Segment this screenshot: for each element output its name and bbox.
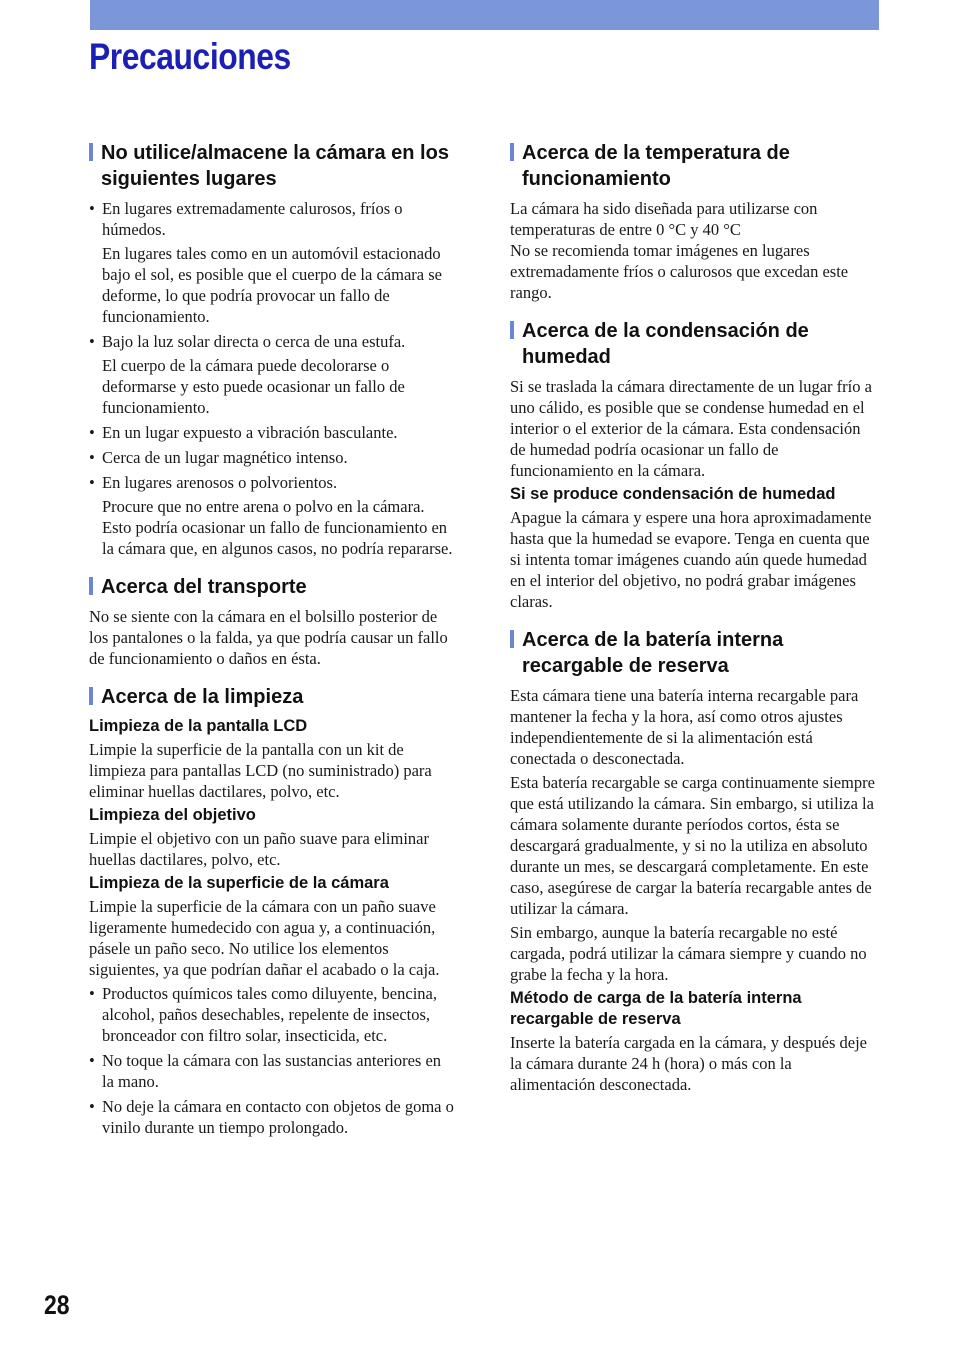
subheading: Método de carga de la batería interna recargable de reserva — [510, 989, 802, 1028]
bullet-marker: • — [89, 448, 95, 467]
section-backup-battery — [510, 627, 878, 1095]
section-text: Inserte la batería cargada en la cámara, y después deje la cámara durante 24 h (hora) o más con la alimentación desconectada. — [510, 1033, 867, 1094]
heading-bar-marker — [89, 577, 93, 595]
bullet-marker: • — [89, 332, 95, 351]
section-heading: Acerca de la batería interna recargable de reserva — [510, 627, 878, 679]
bullet-note: En lugares tales como en un automóvil estacionado bajo el sol, es posible que el cuerpo de la cámara se deforme, lo que podría provocar un fallo de funcionamiento. — [102, 244, 442, 326]
bullet-note: Procure que no entre arena o polvo en la cámara. Esto podría ocasionar un fallo de funcionamiento en la cámara que, en algunos casos, no podría repararse. — [102, 497, 453, 558]
section-heading: Acerca de la temperatura de funcionamiento — [510, 140, 878, 192]
section-text: Apague la cámara y espere una hora aproximadamente hasta que la humedad se evapore. Tenga en cuenta que si intenta tomar imágenes cuando aún quede humedad en el interior del objetivo, no podrá grabar imágenes claras. — [510, 508, 872, 611]
section-heading: Acerca de la limpieza — [89, 684, 455, 710]
subheading: Limpieza del objetivo — [89, 806, 256, 824]
list-item: • Bajo la luz solar directa o cerca de una estufa. El cuerpo de la cámara puede decolorarse o deformarse y esto puede ocasionar un fallo de funcionamiento. — [89, 331, 455, 418]
heading-bar-marker — [89, 143, 93, 161]
list-item: • En lugares extremadamente calurosos, fríos o húmedos. En lugares tales como en un automóvil estacionado bajo el sol, es posible que el cuerpo de la cámara se deforme, lo que podría provocar un fallo de funcionamiento. — [89, 198, 455, 327]
section-heading: Acerca de la condensación de humedad — [510, 318, 878, 370]
list-item: • Cerca de un lugar magnético intenso. — [89, 448, 348, 467]
header-color-bar — [90, 0, 879, 30]
section-cleaning — [89, 684, 455, 1138]
heading-bar-marker — [510, 321, 514, 339]
list-item: • No toque la cámara con las sustancias anteriores en la mano. — [89, 1051, 442, 1091]
bullet-list — [89, 983, 455, 1138]
bullet-marker: • — [89, 984, 95, 1003]
section-text: Sin embargo, aunque la batería recargable no esté cargada, podrá utilizar la cámara siempre y cuando no grabe la fecha y la hora. — [510, 923, 867, 984]
bullet-marker: • — [89, 1051, 95, 1070]
subheading: Si se produce condensación de humedad — [510, 485, 836, 503]
section-heading: No utilice/almacene la cámara en los siguientes lugares — [89, 140, 455, 192]
page-title: Precauciones — [89, 36, 291, 77]
heading-bar-marker — [510, 630, 514, 648]
subheading: Limpieza de la pantalla LCD — [89, 717, 308, 735]
section-transport — [89, 574, 455, 669]
section-temperature — [510, 140, 878, 303]
bullet-marker: • — [89, 1097, 95, 1116]
list-item: • En lugares arenosos o polvorientos. Procure que no entre arena o polvo en la cámara. Esto podría ocasionar un fallo de funcionamiento en la cámara que, en algunos casos, no podría repararse. — [89, 472, 455, 559]
section-text: Limpie la superficie de la pantalla con un kit de limpieza para pantallas LCD (no suministrado) para eliminar huellas dactilares, polvo, etc. — [89, 740, 432, 801]
list-item: • En un lugar expuesto a vibración basculante. — [89, 423, 398, 442]
subheading: Limpieza de la superficie de la cámara — [89, 874, 389, 892]
section-text: Esta cámara tiene una batería interna recargable para mantener la fecha y la hora, así como otros ajustes independientemente de si la alimentación está conectada o desconectada. — [510, 686, 859, 768]
section-text: La cámara ha sido diseñada para utilizarse con temperaturas de entre 0 °C y 40 °C No se recomienda tomar imágenes en lugares extremadamente fríos o calurosos que excedan este rango. — [510, 199, 849, 302]
bullet-marker: • — [89, 199, 95, 218]
page-number: 28 — [44, 1290, 70, 1320]
bullet-marker: • — [89, 473, 95, 492]
section-condensation — [510, 318, 878, 612]
section-heading: Acerca del transporte — [89, 574, 455, 600]
bullet-list — [89, 198, 455, 559]
right-column — [510, 140, 878, 1110]
bullet-marker: • — [89, 423, 95, 442]
list-item: • No deje la cámara en contacto con objetos de goma o vinilo durante un tiempo prolongado. — [89, 1097, 454, 1137]
section-storage-places — [89, 140, 455, 559]
list-item: • Productos químicos tales como diluyente, bencina, alcohol, paños desechables, repelente de insectos, bronceador con filtro solar, insecticida, etc. — [89, 984, 437, 1045]
section-text: Si se traslada la cámara directamente de un lugar frío a uno cálido, es posible que se condense humedad en el interior o el exterior de la cámara. Esta condensación de humedad podría ocasionar un fallo de funcionamiento en la cámara. — [510, 377, 872, 480]
left-column — [89, 140, 455, 1153]
heading-bar-marker — [89, 687, 93, 705]
section-text: Esta batería recargable se carga continuamente siempre que está utilizando la cámara. Sin embargo, si utiliza la cámara solamente durante períodos cortos, ésta se descargará gradualmente, y si no la utiliza en absoluto durante un mes, se descargará completamente. En este caso, asegúrese de cargar la batería recargable antes de utilizar la cámara. — [510, 773, 875, 918]
heading-bar-marker — [510, 143, 514, 161]
bullet-note: El cuerpo de la cámara puede decolorarse o deformarse y esto puede ocasionar un fallo de funcionamiento. — [102, 356, 405, 417]
section-text: Limpie la superficie de la cámara con un paño suave ligeramente humedecido con agua y, a continuación, pásele un paño seco. No utilice los elementos siguientes, ya que podrían dañar el acabado o la caja. — [89, 897, 440, 979]
section-text: Limpie el objetivo con un paño suave para eliminar huellas dactilares, polvo, etc. — [89, 829, 429, 869]
section-text: No se siente con la cámara en el bolsillo posterior de los pantalones o la falda, ya que podría causar un fallo de funcionamiento o daños en ésta. — [89, 607, 448, 668]
